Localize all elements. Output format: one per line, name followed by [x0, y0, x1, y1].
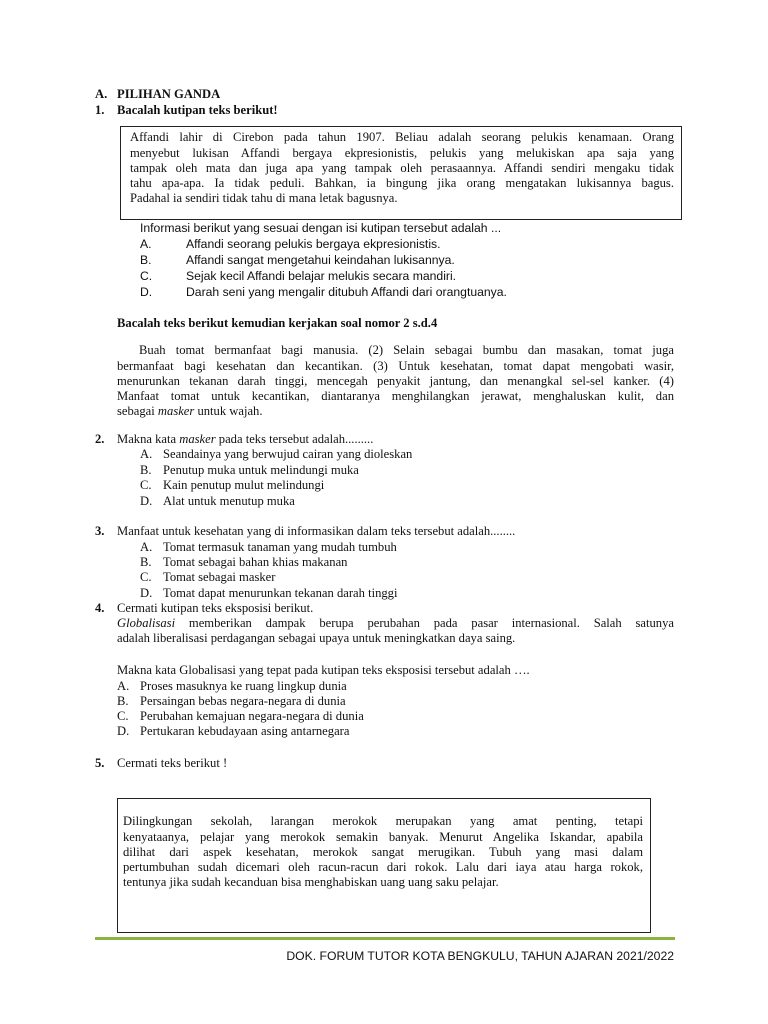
q3-option-letter: C.: [140, 570, 152, 584]
passage2-keyword: masker: [157, 404, 195, 418]
q1-instruction: Bacalah kutipan teks berikut!: [117, 103, 278, 117]
q3-option-text: Tomat dapat menurunkan tekanan darah tinggi: [163, 586, 398, 600]
q2-question: [117, 432, 373, 447]
footer-rule: [95, 937, 675, 940]
q2-number: 2.: [95, 432, 105, 446]
q2-option-letter: D.: [140, 494, 153, 508]
q3-question: Manfaat untuk kesehatan yang di informasikan dalam teks tersebut adalah........: [117, 524, 516, 538]
q2-option-letter: B.: [140, 463, 152, 477]
q3-option-text: Tomat sebagai bahan khias makanan: [163, 555, 348, 569]
q1-option-text: Sejak kecil Affandi belajar melukis secara mandiri.: [186, 269, 457, 283]
q1-passage-line: menyebut lukisan Affandi bergaya ekpresionistis, pelukis yang melukiskan apa saja yang: [130, 146, 674, 160]
q4-option-letter: D.: [117, 724, 130, 738]
q4-option-text: Proses masuknya ke ruang lingkup dunia: [140, 679, 347, 693]
q1-option-text: Affandi sangat mengetahui keindahan lukisannya.: [186, 253, 455, 267]
q4-option-text: Pertukaran kebudayaan asing antarnegara: [140, 724, 350, 738]
q4-option-letter: C.: [117, 709, 129, 723]
q3-option-text: Tomat termasuk tanaman yang mudah tumbuh: [163, 540, 397, 554]
q5-passage-line: kenyataanya, pelajar yang merokok semakin banyak. Menurut Angelika Iskandar, apabila: [123, 830, 643, 844]
q3-number: 3.: [95, 524, 105, 538]
q1-passage-line: Affandi lahir di Cirebon pada tahun 1907. Beliau adalah seorang pelukis kenamaan. Orang: [130, 130, 674, 144]
q4-option-text: Perubahan kemajuan negara-negara di dunia: [140, 709, 364, 723]
q4-option-text: Persaingan bebas negara-negara di dunia: [140, 694, 346, 708]
q5-number: 5.: [95, 756, 105, 770]
q1-passage-line: tahu apa-apa. Ia tidak peduli. Bahkan, ia bingung jika orang mengatakan lukisannya bagus.: [130, 176, 674, 190]
q1-option-text: Darah seni yang mengalir ditubuh Affandi dari orangtuanya.: [186, 285, 507, 299]
q1-number: 1.: [95, 103, 105, 117]
section-title: PILIHAN GANDA: [117, 87, 221, 101]
passage2-line: Manfaat tomat untuk kecantikan, diantaranya menghilangkan jerawat, menghaluskan kulit, dan: [117, 389, 674, 403]
q1-question: Informasi berikut yang sesuai dengan isi kutipan tersebut adalah ...: [140, 221, 502, 235]
q2-option-text: Penutup muka untuk melindungi muka: [163, 463, 359, 477]
q2-option-letter: C.: [140, 478, 152, 492]
q2-keyword: masker: [179, 432, 216, 446]
footer-text: DOK. FORUM TUTOR KOTA BENGKULU, TAHUN AJARAN 2021/2022: [286, 949, 674, 963]
q2-option-text: Kain penutup mulut melindungi: [163, 478, 325, 492]
q1-option-letter: A.: [140, 237, 152, 251]
q5-instruction: Cermati teks berikut !: [117, 756, 228, 770]
q5-passage-line: Dilingkungan sekolah, larangan merokok merupakan yang amat penting, tetapi: [123, 814, 643, 828]
q2-option-text: Seandainya yang berwujud cairan yang dioleskan: [163, 447, 413, 461]
q1-option-text: Affandi seorang pelukis bergaya ekpresionistis.: [186, 237, 441, 251]
passage2-line: bermanfaat bagi kesehatan dan kecantikan. (3) Untuk kesehatan, tomat dapat mengobati wasir,: [117, 359, 674, 373]
q1-option-letter: D.: [140, 285, 153, 299]
q4-question: Makna kata Globalisasi yang tepat pada kutipan teks eksposisi tersebut adalah ….: [117, 663, 530, 677]
q4-number: 4.: [95, 601, 105, 615]
q3-option-text: Tomat sebagai masker: [163, 570, 276, 584]
q5-passage-line: tentunya jika sudah kecanduan bisa menghabiskan uang uang saku pelajar.: [123, 875, 499, 889]
q3-option-letter: A.: [140, 540, 153, 554]
q1-option-letter: B.: [140, 253, 152, 267]
passage2-line: menurunkan tekanan darah tinggi, mencegah penyakit jantung, dan menangkal sel-sel kanker. (4): [117, 374, 674, 388]
q2-option-text: Alat untuk menutup muka: [163, 494, 295, 508]
q5-passage-line: dilihat dari aspek kesehatan, merokok sangat merugikan. Tubuh yang masi dalam: [123, 845, 643, 859]
q3-option-letter: B.: [140, 555, 152, 569]
q1-option-letter: C.: [140, 269, 153, 283]
q3-option-letter: D.: [140, 586, 153, 600]
q1-passage-line: tampak oleh mata dan juga apa yang tampak oleh perasaannya. Affandi sendiri mengaku tidak: [130, 161, 674, 175]
q4-keyword: Globalisasi: [117, 616, 176, 630]
passage2-instruction: Bacalah teks berikut kemudian kerjakan soal nomor 2 s.d.4: [117, 316, 438, 330]
q4-passage-line: [117, 616, 674, 631]
q4-option-letter: A.: [117, 679, 130, 693]
passage2-last-line: [117, 404, 263, 419]
q5-passage-line: pertumbuhan sudah dicemari oleh racun-racun dari rokok. Lalu dari iaya atau harga rokok,: [123, 860, 643, 874]
q2-question-suffix: pada teks tersebut adalah.........: [215, 432, 374, 446]
passage2-line: Buah tomat bermanfaat bagi manusia. (2) Selain sebagai bumbu dan masakan, tomat juga: [139, 343, 674, 357]
q2-option-letter: A.: [140, 447, 153, 461]
q4-instruction: Cermati kutipan teks eksposisi berikut.: [117, 601, 314, 615]
q2-question-prefix: Makna kata: [117, 432, 180, 446]
passage2-last-line-end: untuk wajah.: [194, 404, 263, 418]
passage2-last-line-start: sebagai: [117, 404, 158, 418]
q4-option-letter: B.: [117, 694, 129, 708]
q1-passage-line: Padahal ia sendiri tidak tahu di mana letak bagusnya.: [130, 191, 398, 205]
q4-passage-line: adalah liberalisasi perdagangan sebagai upaya untuk meningkatkan daya saing.: [117, 631, 516, 645]
section-letter: A.: [95, 87, 108, 101]
q4-passage-rest: memberikan dampak berupa perubahan pada pasar internasional. Salah satunya: [175, 616, 674, 630]
